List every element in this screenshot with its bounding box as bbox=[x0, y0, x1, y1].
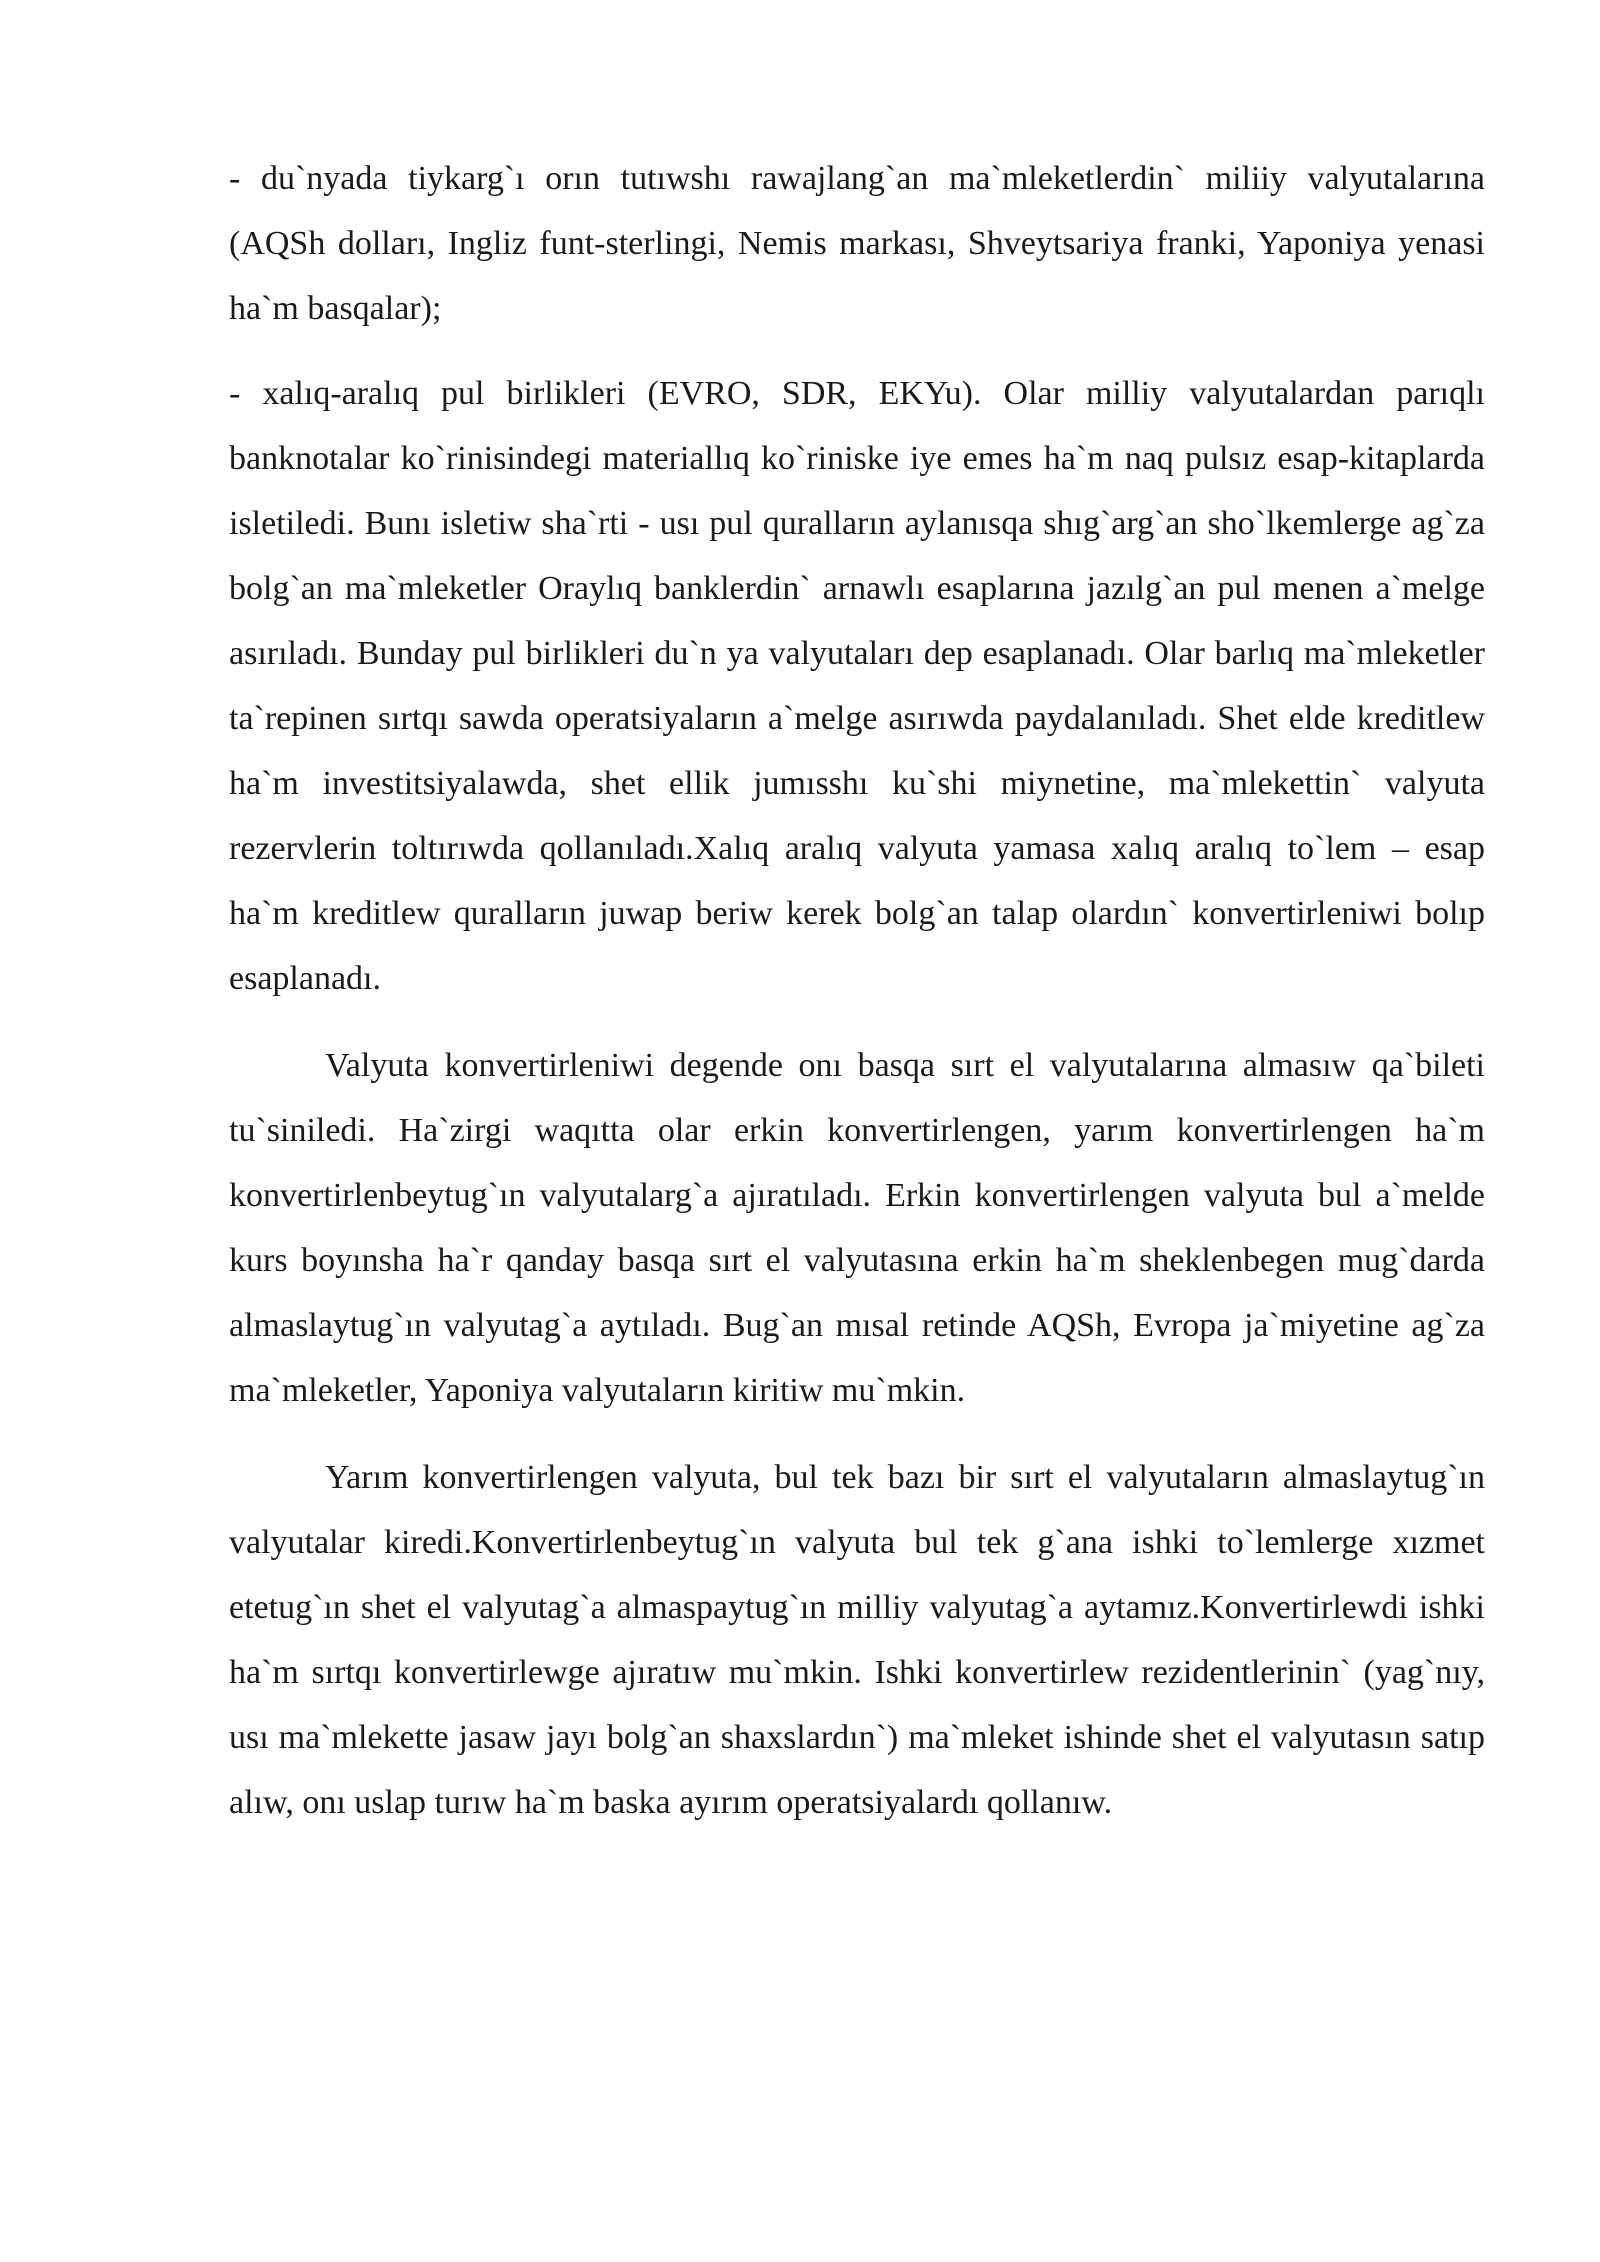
paragraph-currencies-list: - du`nyada tiykarg`ı orın tutıwshı rawajlang`an ma`mleketlerdin` miliiy valyutalarına (AQSh dolları, Ingliz funt-sterlingi, Nemis markası, Shveytsariya franki, Yaponiya yenasi ha`m basqalar); bbox=[229, 160, 1485, 327]
paragraph-semi-convertible: Yarım konvertirlengen valyuta, bul tek bazı bir sırt el valyutaların almaslaytug`ın valyutalar kiredi.Konvertirlenbeytug`ın valyuta bul tek g`ana ishki to`lemlerge xızmet etetug`ın shet el valyutag`a almaspaytug`ın milliy valyutag`a aytamız.Konvertirlewdi ishki ha`m sırtqı konvertirlewge ajıratıw mu`mkin. Ishki konvertirlew rezidentlerinin` (yag`nıy, usı ma`mlekette jasaw jayı bolg`an shaxslardın`) ma`mleket ishinde shet el valyutasın satıp alıw, onı uslap turıw ha`m baska ayırım operatsiyalardı qollanıw. bbox=[229, 1459, 1485, 1821]
paragraph-international-units: - xalıq-aralıq pul birlikleri (EVRO, SDR, EKYu). Olar milliy valyutalardan parıqlı banknotalar ko`rinisindegi materiallıq ko`riniske iye emes ha`m naq pulsız esap-kitaplarda isletiledi. Bunı isletiw sha`rti - usı pul quralların aylanısqa shıg`arg`an sho`lkemlerge ag`za bolg`an ma`mleketler Oraylıq banklerdin` arnawlı esaplarına jazılg`an pul menen a`melge asırıladı. Bunday pul birlikleri du`n ya valyutaları dep esaplanadı. Olar barlıq ma`mleketler ta`repinen sırtqı sawda operatsiyaların a`melge asırıwda paydalanıladı. Shet elde kreditlew ha`m investitsiyalawda, shet ellik jumısshı ku`shi miynetine, ma`mlekettin` valyuta rezervlerin toltırıwda qollanıladı.Xalıq aralıq valyuta yamasa xalıq aralıq to`lem – esap ha`m kreditlew quralların juwap beriw kerek bolg`an talap olardın` konvertirleniwi bolıp esaplanadı. bbox=[229, 375, 1485, 997]
document-body bbox=[229, 146, 1485, 1855]
paragraph-convertibility: Valyuta konvertirleniwi degende onı basqa sırt el valyutalarına almasıw qa`bileti tu`siniledi. Ha`zirgi waqıtta olar erkin konvertirlengen, yarım konvertirlengen ha`m konvertirlenbeytug`ın valyutalarg`a ajıratıladı. Erkin konvertirlengen valyuta bul a`melde kurs boyınsha ha`r qanday basqa sırt el valyutasına erkin ha`m sheklenbegen mug`darda almaslaytug`ın valyutag`a aytıladı. Bug`an mısal retinde AQSh, Evropa ja`miyetine ag`za ma`mleketler, Yaponiya valyutaların kiritiw mu`mkin. bbox=[229, 1047, 1485, 1409]
